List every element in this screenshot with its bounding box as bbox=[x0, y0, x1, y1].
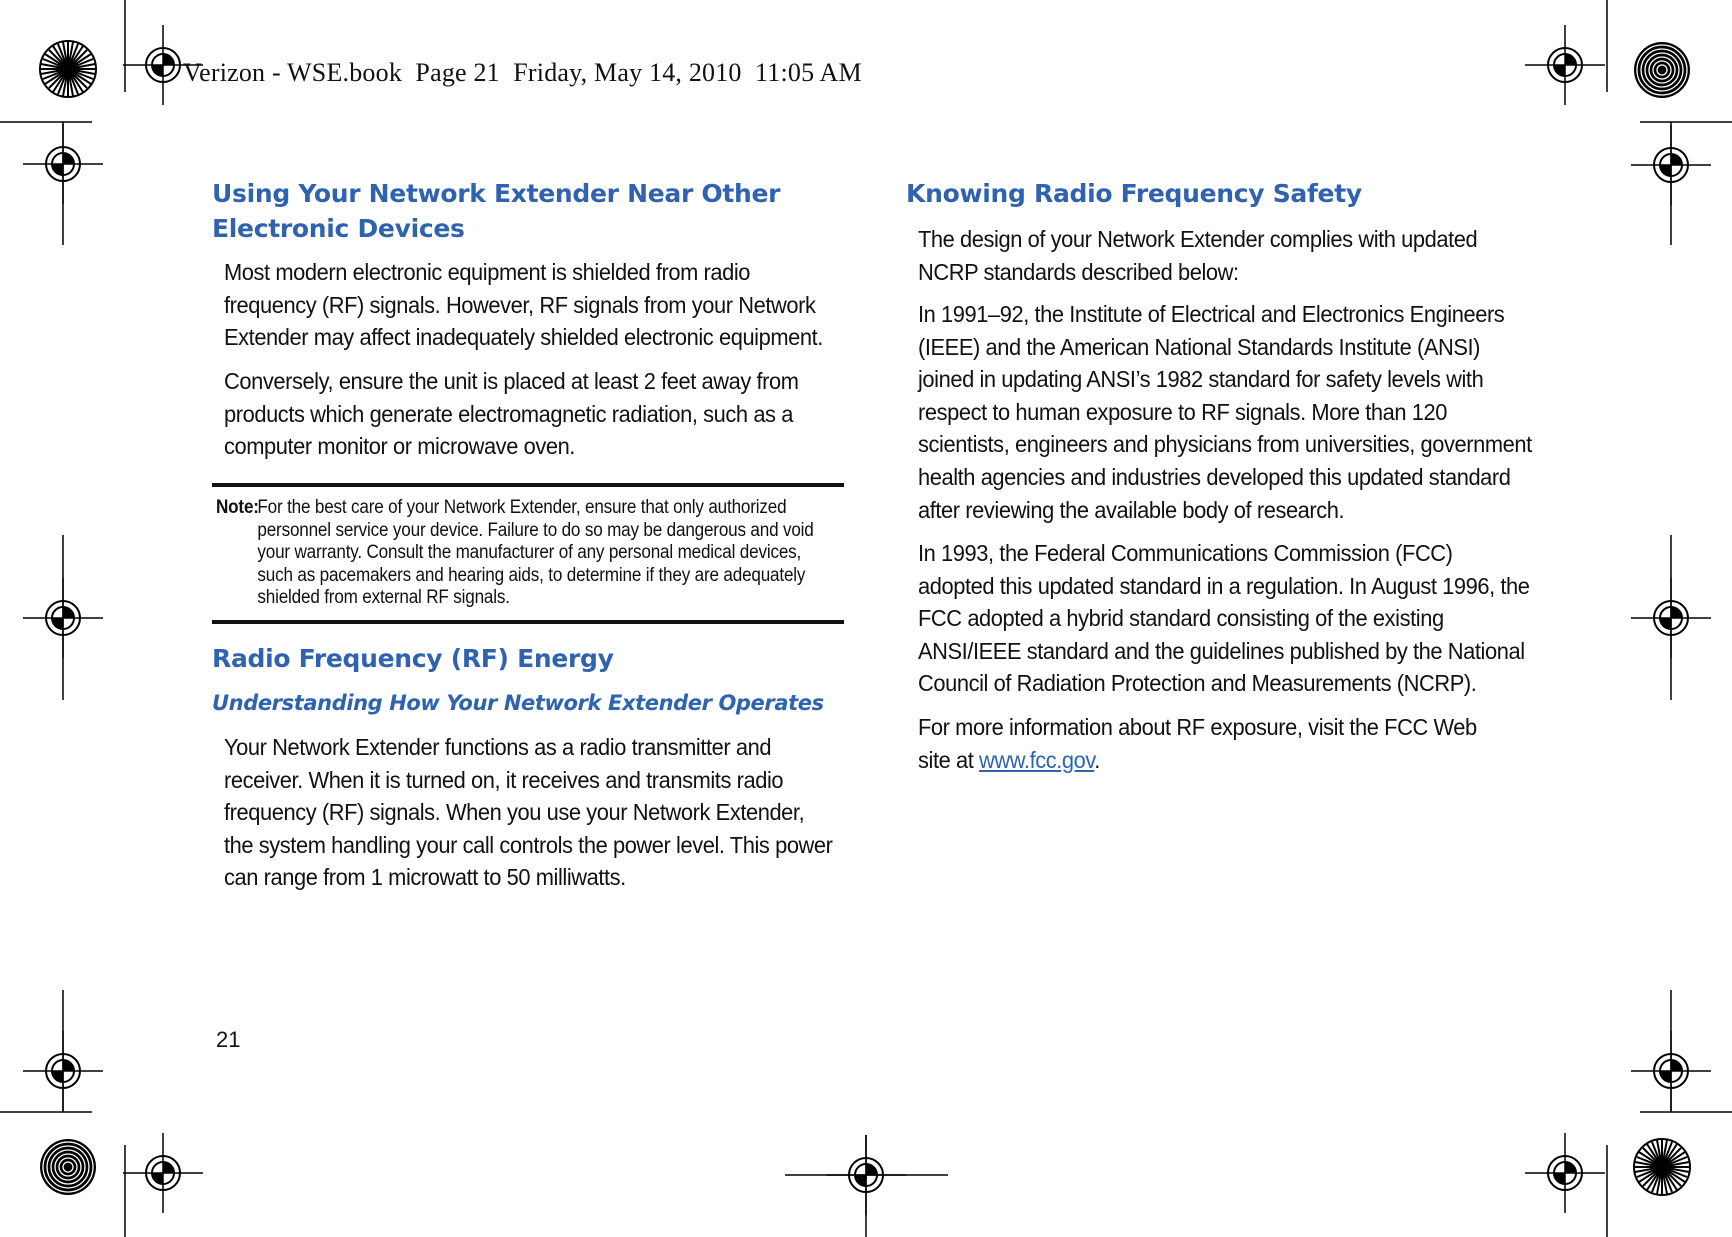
note-bottom-rule bbox=[212, 620, 844, 624]
print-header: Verizon - WSE.book Page 21 Friday, May 14, 2010 11:05 AM bbox=[183, 58, 862, 87]
more-info-period: . bbox=[1094, 746, 1100, 773]
paragraph-ieee-ansi: In 1991–92, the Institute of Electrical and Electronics Engineers (IEEE) and the American National Standards Institute (ANSI) joined in updating ANSI’s 1982 standard for safety levels with respect to human exposure to RF signals. More than 120 scientists, engineers and physicians from universities, government health agencies and industries developed this updated standard after reviewing the available body of research. bbox=[918, 301, 1532, 523]
page-number: 21 bbox=[216, 1027, 241, 1052]
heading-rf-safety: Knowing Radio Frequency Safety bbox=[906, 179, 1362, 208]
heading-rf-energy: Radio Frequency (RF) Energy bbox=[212, 644, 614, 673]
note-box bbox=[216, 497, 828, 610]
paragraph-ncrp-compliance: The design of your Network Extender complies with updated NCRP standards described below: bbox=[918, 226, 1478, 285]
heading-electronic-devices: Using Your Network Extender Near Other Electronic Devices bbox=[212, 179, 781, 243]
note-label: Note: bbox=[216, 497, 259, 518]
fcc-website-link[interactable]: www.fcc.gov bbox=[979, 746, 1095, 773]
note-top-rule bbox=[212, 483, 844, 487]
more-info-text: For more information about RF exposure, visit the FCC Web site at bbox=[918, 714, 1477, 773]
paragraph-transmitter: Your Network Extender functions as a radio transmitter and receiver. When it is turned on, it receives and transmits radio frequency (RF) signals. When you use your Network Extender, the system handling your call controls the power level. This power can range from 1 microwatt to 50 milliwatts. bbox=[224, 734, 833, 891]
paragraph-shielding: Most modern electronic equipment is shielded from radio frequency (RF) signals. However, RF signals from your Network Extender may affect inadequately shielded electronic equipment. bbox=[224, 259, 823, 351]
subheading-how-it-operates: Understanding How Your Network Extender Operates bbox=[212, 691, 824, 715]
paragraph-fcc-regulation: In 1993, the Federal Communications Commission (FCC) adopted this updated standard in a regulation. In August 1996, the FCC adopted a hybrid standard consisting of the existing ANSI/IEEE standard and the guidelines published by the National Council of Radiation Protection and Measurements (NCRP). bbox=[918, 540, 1530, 697]
note-text: For the best care of your Network Extender, ensure that only authorized personnel service your device. Failure to do so may be dangerous and void your warranty. Consult the manufacturer of any personal medical devices, such as pacemakers and hearing aids, to determine if they are adequately shielded from external RF signals. bbox=[257, 497, 814, 608]
paragraph-more-info bbox=[918, 711, 1513, 776]
paragraph-placement: Conversely, ensure the unit is placed at least 2 feet away from products which generate electromagnetic radiation, such as a computer monitor or microwave oven. bbox=[224, 368, 799, 460]
